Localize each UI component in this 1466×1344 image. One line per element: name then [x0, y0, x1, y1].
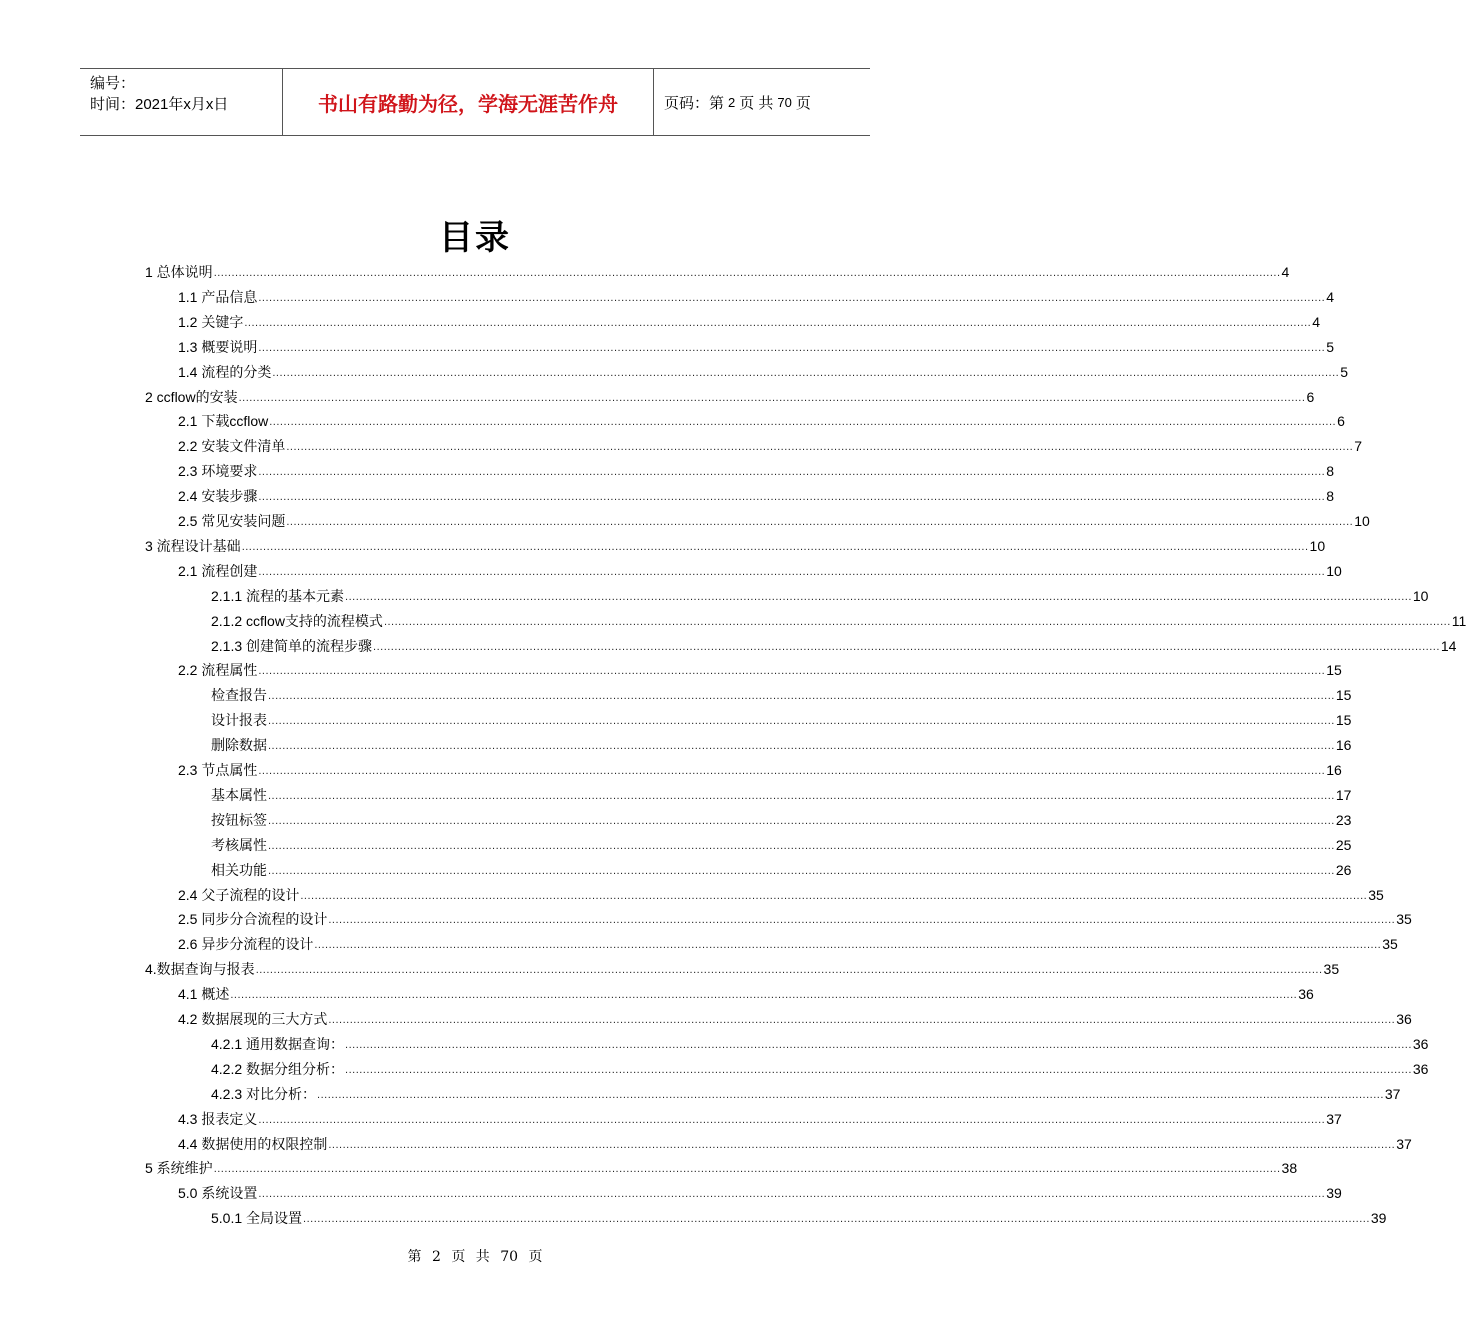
toc-entry-label: 基本属性 [211, 786, 267, 803]
toc-leader-dots: ............................................................................................................................................................................................................................................................................................................ [258, 1113, 1326, 1126]
toc-entry-label: 2.1.3 创建简单的流程步骤 [211, 637, 373, 654]
toc-leader-dots: ............................................................................................................................................................................................................................................................................................................ [286, 441, 1354, 454]
toc-entry-page: 38 [1281, 1160, 1298, 1177]
toc-entry[interactable] [178, 656, 1342, 680]
toc-entry-label: 设计报表 [211, 712, 267, 729]
toc-entry-page: 4 [1312, 313, 1321, 330]
toc-entry[interactable] [211, 1080, 1401, 1104]
toc-entry-label: 4.3 报表定义 [178, 1110, 258, 1127]
toc-entry-page: 39 [1326, 1185, 1342, 1202]
toc-entry-page: 37 [1396, 1135, 1412, 1152]
toc-leader-dots: ............................................................................................................................................................................................................................................................................................................ [268, 789, 1335, 802]
toc-entry[interactable] [145, 258, 1290, 282]
header-number-label: 编号： [90, 75, 136, 92]
toc-entry-page: 23 [1335, 811, 1352, 828]
toc-entry[interactable] [178, 1179, 1342, 1203]
toc-entry-label: 4.2.1 通用数据查询： [211, 1035, 345, 1052]
footer-prefix: 第 [407, 1249, 422, 1265]
toc-entry-page: 6 [1337, 413, 1345, 430]
toc-leader-dots: ............................................................................................................................................................................................................................................................................................................ [258, 565, 1326, 578]
toc-entry-label: 2.6 异步分流程的设计 [178, 936, 314, 953]
toc-leader-dots: ............................................................................................................................................................................................................................................................................................................ [268, 864, 1335, 877]
toc-entry[interactable] [178, 507, 1370, 531]
toc-entry-label: 2.1 流程创建 [178, 562, 258, 579]
toc-entry-label: 5.0 系统设置 [178, 1185, 258, 1202]
toc-leader-dots: ............................................................................................................................................................................................................................................................................................................ [345, 590, 1412, 603]
toc-entry-label: 2.2 安装文件清单 [178, 438, 286, 455]
toc-leader-dots: ............................................................................................................................................................................................................................................................................................................ [258, 466, 1326, 479]
toc-entry[interactable] [178, 1005, 1412, 1029]
page-header [80, 68, 870, 136]
toc-entry-label: 2.3 节点属性 [178, 762, 258, 778]
toc-entry-label: 5 系统维护 [145, 1160, 213, 1177]
toc-leader-dots: ............................................................................................................................................................................................................................................................................................................ [268, 715, 1335, 728]
toc-leader-dots: ............................................................................................................................................................................................................................................................................................................ [303, 1213, 1370, 1226]
toc-entry[interactable] [178, 333, 1335, 357]
header-page-info [654, 69, 870, 135]
toc-leader-dots: ............................................................................................................................................................................................................................................................................................................ [345, 1038, 1412, 1051]
toc-leader-dots: ............................................................................................................................................................................................................................................................................................................ [244, 316, 1312, 329]
toc-entry[interactable] [178, 283, 1335, 307]
toc-entry-label: 2.2 流程属性 [178, 662, 258, 679]
toc-entry[interactable] [211, 806, 1352, 830]
header-page-mid: 页 共 [739, 94, 774, 112]
toc-entry-label: 4.2 数据展现的三大方式 [178, 1011, 328, 1027]
toc-leader-dots: ............................................................................................................................................................................................................................................................................................................ [241, 540, 1309, 553]
toc-leader-dots: ............................................................................................................................................................................................................................................................................................................ [213, 267, 1281, 279]
toc-entry-label: 4.4 数据使用的权限控制 [178, 1135, 328, 1152]
toc-entry-label: 考核属性 [211, 836, 267, 853]
toc-entry[interactable] [145, 1154, 1298, 1178]
toc-leader-dots: ............................................................................................................................................................................................................................................................................................................ [258, 491, 1326, 504]
toc-entry[interactable] [178, 980, 1314, 1004]
toc-entry-page: 14 [1440, 637, 1457, 654]
toc-entry-page: 35 [1396, 911, 1412, 928]
toc-entry-label: 2.1 下载ccflow [178, 413, 269, 430]
toc-leader-dots: ............................................................................................................................................................................................................................................................................................................ [269, 416, 1337, 429]
footer-page-num: 2 [431, 1249, 441, 1265]
toc-entry-page: 10 [1354, 513, 1370, 529]
toc-entry-label: 2.3 环境要求 [178, 463, 258, 480]
toc-leader-dots: ............................................................................................................................................................................................................................................................................................................ [383, 615, 1451, 628]
toc-entry-page: 25 [1335, 836, 1352, 853]
toc-entry-label: 3 流程设计基础 [145, 537, 241, 554]
toc-leader-dots: ............................................................................................................................................................................................................................................................................................................ [268, 690, 1335, 703]
toc-leader-dots: ............................................................................................................................................................................................................................................................................................................ [373, 640, 1440, 653]
toc-leader-dots: ............................................................................................................................................................................................................................................................................................................ [230, 989, 1298, 1002]
toc-entry-label: 1.2 关键字 [178, 313, 244, 330]
toc-entry-page: 17 [1335, 786, 1352, 803]
toc-entry[interactable] [178, 457, 1335, 481]
header-motto: 书山有路勤为径，学海无涯苦作舟 [282, 69, 654, 135]
toc-entry-page: 36 [1298, 986, 1314, 1003]
toc-leader-dots: ............................................................................................................................................................................................................................................................................................................ [258, 341, 1326, 354]
toc-leader-dots: ............................................................................................................................................................................................................................................................................................................ [328, 1138, 1396, 1151]
page-footer [0, 1246, 950, 1266]
toc-entry-page: 36 [1396, 1011, 1412, 1027]
toc-entry-page: 10 [1326, 562, 1342, 579]
toc-leader-dots: ............................................................................................................................................................................................................................................................................................................ [328, 914, 1396, 927]
toc-entry-label: 删除数据 [211, 737, 267, 754]
toc-entry[interactable] [211, 831, 1352, 855]
toc-entry[interactable] [211, 607, 1466, 631]
footer-mid: 页 共 [451, 1249, 490, 1265]
toc-entry[interactable] [178, 407, 1345, 431]
toc-entry[interactable] [178, 432, 1363, 456]
toc-leader-dots: ............................................................................................................................................................................................................................................................................................................ [268, 814, 1335, 827]
toc-entry-page: 4 [1281, 264, 1290, 280]
footer-page-total: 70 [500, 1249, 519, 1265]
toc-entry[interactable] [145, 532, 1326, 556]
toc-entry-label: 按钮标签 [211, 811, 267, 828]
toc-leader-dots: ............................................................................................................................................................................................................................................................................................................ [255, 964, 1323, 977]
header-left [80, 69, 282, 135]
toc-leader-dots: ............................................................................................................................................................................................................................................................................................................ [268, 839, 1335, 852]
toc-leader-dots: ............................................................................................................................................................................................................................................................................................................ [286, 516, 1354, 528]
toc-entry-page: 37 [1384, 1085, 1401, 1102]
toc-entry-label: 2.4 父子流程的设计 [178, 886, 300, 903]
header-time-label: 时间：2021年x月x日 [90, 96, 229, 113]
toc-leader-dots: ............................................................................................................................................................................................................................................................................................................ [258, 665, 1326, 678]
toc-entry[interactable] [178, 557, 1342, 581]
toc-entry-page: 10 [1412, 587, 1429, 604]
header-page-num: 2 [728, 94, 736, 110]
toc-entry[interactable] [211, 1204, 1387, 1228]
toc-leader-dots: ............................................................................................................................................................................................................................................................................................................ [268, 740, 1335, 753]
toc-entry-page: 6 [1306, 388, 1315, 405]
toc-entry[interactable] [145, 383, 1315, 407]
toc-entry-label: 2.1.2 ccflow支持的流程模式 [211, 612, 383, 629]
page-title: 目录 [439, 218, 511, 258]
toc-entry-page: 5 [1340, 363, 1349, 380]
toc-leader-dots: ............................................................................................................................................................................................................................................................................................................ [238, 391, 1306, 404]
toc-leader-dots: ............................................................................................................................................................................................................................................................................................................ [213, 1163, 1281, 1176]
toc-entry-page: 11 [1451, 612, 1466, 629]
toc-entry-page: 37 [1326, 1110, 1342, 1127]
toc-entry-page: 16 [1335, 737, 1352, 754]
header-page-prefix: 页码：第 [664, 94, 725, 112]
toc-entry-label: 2.4 安装步骤 [178, 488, 258, 505]
toc-entry-label: 1 总体说明 [145, 264, 213, 280]
toc-entry-label: 2.1.1 流程的基本元素 [211, 587, 345, 604]
toc-entry[interactable] [178, 930, 1398, 954]
toc-entry-page: 36 [1412, 1060, 1429, 1077]
toc-entry-page: 4 [1326, 288, 1335, 305]
toc-entry-page: 16 [1326, 762, 1342, 778]
toc-entry-page: 35 [1368, 886, 1384, 903]
toc-entry[interactable] [211, 1030, 1429, 1054]
toc-entry-page: 5 [1326, 338, 1335, 355]
toc-entry-label: 5.0.1 全局设置 [211, 1210, 303, 1227]
toc-entry[interactable] [178, 482, 1335, 506]
toc-entry-page: 15 [1335, 687, 1352, 704]
toc-entry-page: 35 [1382, 936, 1398, 953]
toc-entry[interactable] [145, 955, 1340, 979]
toc-entry[interactable] [178, 905, 1412, 929]
toc-entry-label: 4.2.2 数据分组分析： [211, 1060, 345, 1077]
toc-entry[interactable] [178, 308, 1321, 332]
toc-leader-dots: ............................................................................................................................................................................................................................................................................................................ [272, 366, 1340, 379]
toc-entry-label: 检查报告 [211, 687, 267, 704]
toc-entry-label: 4.2.3 对比分析： [211, 1085, 317, 1102]
toc-entry-page: 36 [1412, 1035, 1429, 1052]
toc-entry-label: 1.4 流程的分类 [178, 363, 272, 380]
toc-entry[interactable] [211, 731, 1352, 755]
toc-leader-dots: ............................................................................................................................................................................................................................................................................................................ [258, 291, 1326, 304]
toc-entry-label: 2.5 常见安装问题 [178, 513, 286, 529]
toc-entry-page: 15 [1335, 712, 1352, 729]
toc-leader-dots: ............................................................................................................................................................................................................................................................................................................ [328, 1014, 1396, 1026]
toc-entry-page: 26 [1335, 861, 1352, 878]
toc-entry-page: 7 [1354, 438, 1363, 455]
toc-entry-label: 4.数据查询与报表 [145, 961, 255, 978]
toc-leader-dots: ............................................................................................................................................................................................................................................................................................................ [258, 765, 1326, 777]
toc-entry[interactable] [178, 881, 1384, 905]
toc-entry-label: 相关功能 [211, 861, 267, 878]
toc-entry-label: 1.3 概要说明 [178, 338, 258, 355]
toc-entry[interactable] [211, 781, 1352, 805]
toc-entry-page: 10 [1309, 537, 1326, 554]
toc-entry-page: 15 [1326, 662, 1342, 679]
toc-leader-dots: ............................................................................................................................................................................................................................................................................................................ [258, 1188, 1326, 1201]
toc-entry[interactable] [211, 706, 1352, 730]
toc-entry-label: 2 ccflow的安装 [145, 388, 238, 405]
toc-leader-dots: ............................................................................................................................................................................................................................................................................................................ [317, 1088, 1384, 1101]
toc-leader-dots: ............................................................................................................................................................................................................................................................................................................ [345, 1063, 1412, 1076]
toc-entry-page: 8 [1326, 463, 1335, 480]
toc-entry-label: 4.1 概述 [178, 986, 230, 1003]
toc-entry[interactable] [211, 681, 1352, 705]
toc-entry-page: 35 [1323, 961, 1340, 978]
toc-entry-label: 2.5 同步分合流程的设计 [178, 911, 328, 928]
toc-entry[interactable] [178, 756, 1342, 780]
toc-entry[interactable] [178, 358, 1349, 382]
toc-entry-page: 8 [1326, 488, 1335, 505]
toc-entry[interactable] [178, 1130, 1412, 1154]
header-page-suffix: 页 [795, 94, 811, 112]
toc-leader-dots: ............................................................................................................................................................................................................................................................................................................ [314, 939, 1382, 952]
header-page-total: 70 [777, 94, 792, 110]
toc-entry-label: 1.1 产品信息 [178, 288, 258, 305]
toc-entry[interactable] [178, 1105, 1342, 1129]
toc-entry[interactable] [211, 632, 1457, 656]
toc-entry-page: 39 [1370, 1210, 1387, 1227]
footer-suffix: 页 [528, 1249, 543, 1265]
toc-entry[interactable] [211, 1055, 1429, 1079]
toc-entry[interactable] [211, 856, 1352, 880]
toc-entry[interactable] [211, 582, 1429, 606]
toc-leader-dots: ............................................................................................................................................................................................................................................................................................................ [300, 889, 1368, 902]
